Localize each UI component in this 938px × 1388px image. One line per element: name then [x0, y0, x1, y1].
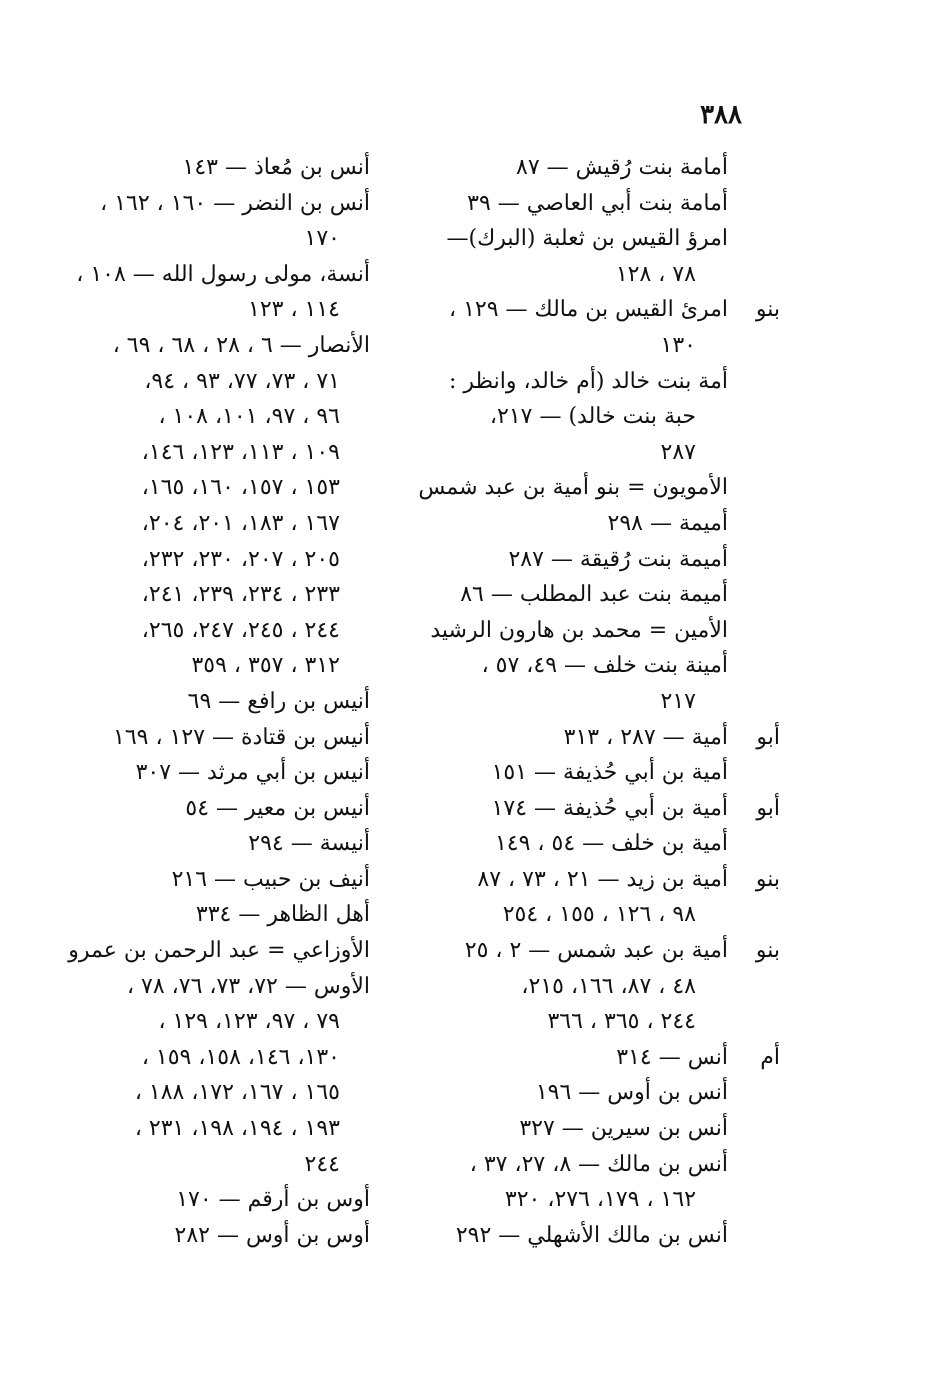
- index-entry: [420, 1182, 780, 1218]
- index-entry: [70, 684, 370, 720]
- index-entry: [420, 1075, 780, 1111]
- entry-text: أنيسة — ٢٩٤: [248, 831, 370, 857]
- index-entry: [420, 1147, 780, 1183]
- index-entry: [420, 933, 780, 969]
- entry-text: ١١٤ ، ١٢٣: [248, 297, 340, 323]
- index-entry: [420, 364, 780, 400]
- entry-text: أوس بن أوس — ٢٨٢: [174, 1222, 370, 1248]
- index-entry: [70, 577, 370, 613]
- entry-text: الأوس — ٧٢، ٧٣، ٧٦، ٧٨ ،: [126, 973, 370, 999]
- entry-text: الأمويون = بنو أمية بن عبد شمس: [418, 475, 728, 501]
- index-entry: [420, 542, 780, 578]
- entry-text: أمية بن خلف — ٥٤ ، ١٤٩: [494, 831, 728, 857]
- index-column-right: [420, 150, 780, 1253]
- entry-text: أميمة بنت رُقيقة — ٢٨٧: [508, 546, 728, 572]
- index-entry: [70, 221, 370, 257]
- index-entry: [70, 969, 370, 1005]
- entry-text: أمية بن أبي حُذيفة — ١٧٤: [491, 795, 728, 821]
- index-entry: [70, 364, 370, 400]
- index-entry: [70, 328, 370, 364]
- entry-text: أنيس بن قتادة — ١٢٧ ، ١٦٩: [113, 724, 370, 750]
- index-entry: [70, 542, 370, 578]
- entry-text: أمة بنت خالد (أم خالد، وانظر :: [449, 368, 728, 394]
- index-entry: [70, 257, 370, 293]
- entry-text: أنيس بن أبي مرثد — ٣٠٧: [135, 760, 370, 786]
- index-entry: [70, 186, 370, 222]
- entry-text: ٢٤٤ ، ٣٦٥ ، ٣٦٦: [547, 1009, 696, 1035]
- index-entry: [420, 186, 780, 222]
- index-entry: [70, 613, 370, 649]
- index-entry: [420, 221, 780, 257]
- entry-text: أمية بن أبي حُذيفة — ١٥١: [491, 760, 728, 786]
- entry-text: أميمة — ٢٩٨: [607, 510, 728, 536]
- index-entry: [420, 292, 780, 328]
- index-entry: [420, 897, 780, 933]
- entry-text: أنس بن سيرين — ٣٢٧: [519, 1116, 728, 1142]
- index-entry: [70, 399, 370, 435]
- entry-text: أنيس بن رافع — ٦٩: [187, 688, 370, 714]
- entry-text: ٧٩ ، ٩٧، ١٢٣، ١٢٩ ،: [158, 1009, 340, 1035]
- entry-prefix: أم: [760, 1044, 780, 1070]
- entry-text: أميمة بنت عبد المطلب — ٨٦: [460, 582, 728, 608]
- entry-text: امرؤ القيس بن ثعلبة (البرك)—: [446, 226, 728, 252]
- entry-text: ٢٣٣ ، ٢٣٤، ٢٣٩، ٢٤١،: [141, 582, 340, 608]
- entry-text: ٢٠٥ ، ٢٠٧، ٢٣٠، ٢٣٢،: [141, 546, 340, 572]
- index-entry: [420, 1040, 780, 1076]
- entry-text: امرئ القيس بن مالك — ١٢٩ ،: [449, 297, 728, 323]
- index-entry: [70, 755, 370, 791]
- index-entry: [70, 1218, 370, 1254]
- entry-text: أنس بن مالك — ٨، ٢٧، ٣٧ ،: [469, 1151, 728, 1177]
- entry-text: أمامة بنت رُقيش — ٨٧: [516, 155, 728, 180]
- index-entry: [70, 1004, 370, 1040]
- entry-text: ٢٨٧: [660, 439, 696, 465]
- entry-text: أنس بن مالك الأشهلي — ٢٩٢: [455, 1222, 728, 1248]
- entry-text: ١٠٩ ، ١١٣، ١٢٣، ١٤٦،: [141, 439, 340, 465]
- index-entry: [420, 257, 780, 293]
- entry-text: أمية — ٢٨٧ ، ٣١٣: [563, 724, 728, 750]
- entry-text: أنيس بن معير — ٥٤: [185, 795, 370, 821]
- index-entry: [420, 1004, 780, 1040]
- index-entry: [420, 791, 780, 827]
- index-entry: [70, 648, 370, 684]
- entry-text: أوس بن أرقم — ١٧٠: [176, 1187, 370, 1213]
- index-entry: [70, 1147, 370, 1183]
- index-entry: [420, 862, 780, 898]
- index-entry: [420, 648, 780, 684]
- index-entry: [70, 1040, 370, 1076]
- index-entry: [70, 470, 370, 506]
- index-entry: [420, 613, 780, 649]
- entry-text: ٩٨ ، ١٢٦ ، ١٥٥ ، ٢٥٤: [502, 902, 696, 928]
- index-entry: [420, 435, 780, 471]
- index-entry: [420, 470, 780, 506]
- entry-text: ١٣٠: [660, 332, 696, 358]
- index-entry: [420, 328, 780, 364]
- entry-text: ٢٤٤: [304, 1151, 340, 1177]
- entry-prefix: أبو: [756, 724, 780, 750]
- entry-text: أنس بن أوس — ١٩٦: [535, 1080, 728, 1106]
- entry-text: أنس بن النضر — ١٦٠ ، ١٦٢ ،: [100, 190, 370, 216]
- entry-text: ٧١ ، ٧٣، ٧٧، ٩٣ ، ٩٤،: [144, 368, 340, 394]
- entry-text: ١٦٥ ، ١٦٧، ١٧٢، ١٨٨ ،: [134, 1080, 340, 1106]
- entry-text: ٢٤٤ ، ٢٤٥، ٢٤٧، ٢٦٥،: [141, 617, 340, 643]
- entry-text: ٧٨ ، ١٢٨: [615, 261, 696, 287]
- entry-text: أنيف بن حبيب — ٢١٦: [171, 866, 370, 892]
- entry-prefix: بنو: [755, 938, 780, 964]
- entry-text: ٣١٢ ، ٣٥٧ ، ٣٥٩: [191, 653, 340, 679]
- entry-text: ١٧٠: [304, 226, 340, 252]
- index-entry: [70, 292, 370, 328]
- entry-text: حبة بنت خالد) — ٢١٧،: [489, 404, 696, 430]
- index-entry: [70, 150, 370, 186]
- index-entry: [70, 933, 370, 969]
- entry-text: الأوزاعي = عبد الرحمن بن عمرو: [68, 938, 370, 964]
- entry-text: أنس بن مُعاذ — ١٤٣: [182, 155, 370, 180]
- entry-text: أمية بن زيد — ٢١ ، ٧٣ ، ٨٧: [477, 866, 728, 892]
- index-entry: [70, 791, 370, 827]
- entry-text: أمامة بنت أبي العاصي — ٣٩: [467, 190, 728, 216]
- index-column-left: [70, 150, 370, 1253]
- index-entry: [420, 1111, 780, 1147]
- entry-text: أنس — ٣١٤: [616, 1044, 728, 1070]
- index-entry: [420, 399, 780, 435]
- index-entry: [420, 1218, 780, 1254]
- index-entry: [70, 1075, 370, 1111]
- entry-text: ١٥٣ ، ١٥٧، ١٦٠، ١٦٥،: [141, 475, 340, 501]
- entry-text: أمية بن عبد شمس — ٢ ، ٢٥: [464, 938, 728, 964]
- index-entry: [70, 506, 370, 542]
- entry-text: أهل الظاهر — ٣٣٤: [195, 902, 370, 928]
- index-entry: [70, 435, 370, 471]
- page-number: ٣٨٨: [700, 100, 742, 130]
- entry-text: الأنصار — ٦ ، ٢٨ ، ٦٨ ، ٦٩ ،: [112, 332, 370, 358]
- entry-prefix: بنو: [755, 866, 780, 892]
- index-entry: [70, 862, 370, 898]
- entry-text: ١٦٢ ، ١٧٩، ٢٧٦، ٣٢٠: [504, 1187, 696, 1213]
- index-entry: [420, 684, 780, 720]
- entry-prefix: بنو: [755, 297, 780, 323]
- index-entry: [420, 720, 780, 756]
- index-entry: [420, 150, 780, 186]
- entry-text: ١٦٧ ، ١٨٣، ٢٠١، ٢٠٤،: [141, 510, 340, 536]
- entry-text: ٩٦ ، ٩٧، ١٠١، ١٠٨ ،: [158, 404, 340, 430]
- entry-prefix: أبو: [756, 795, 780, 821]
- index-entry: [420, 969, 780, 1005]
- index-entry: [70, 720, 370, 756]
- entry-text: ٢١٧: [660, 688, 696, 714]
- entry-text: ١٩٣ ، ١٩٤، ١٩٨، ٢٣١ ،: [134, 1116, 340, 1142]
- index-entry: [70, 1182, 370, 1218]
- index-entry: [70, 826, 370, 862]
- index-entry: [420, 506, 780, 542]
- index-entry: [70, 897, 370, 933]
- entry-text: ١٣٠، ١٤٦، ١٥٨، ١٥٩ ،: [141, 1044, 340, 1070]
- index-entry: [420, 826, 780, 862]
- entry-text: الأمين = محمد بن هارون الرشيد: [430, 617, 728, 643]
- entry-text: أمينة بنت خلف — ٤٩، ٥٧ ،: [481, 653, 728, 679]
- entry-text: ٤٨ ، ٨٧، ١٦٦، ٢١٥،: [521, 973, 696, 999]
- entry-text: أنسة، مولى رسول الله — ١٠٨ ،: [76, 261, 370, 287]
- index-entry: [420, 577, 780, 613]
- index-entry: [70, 1111, 370, 1147]
- index-entry: [420, 755, 780, 791]
